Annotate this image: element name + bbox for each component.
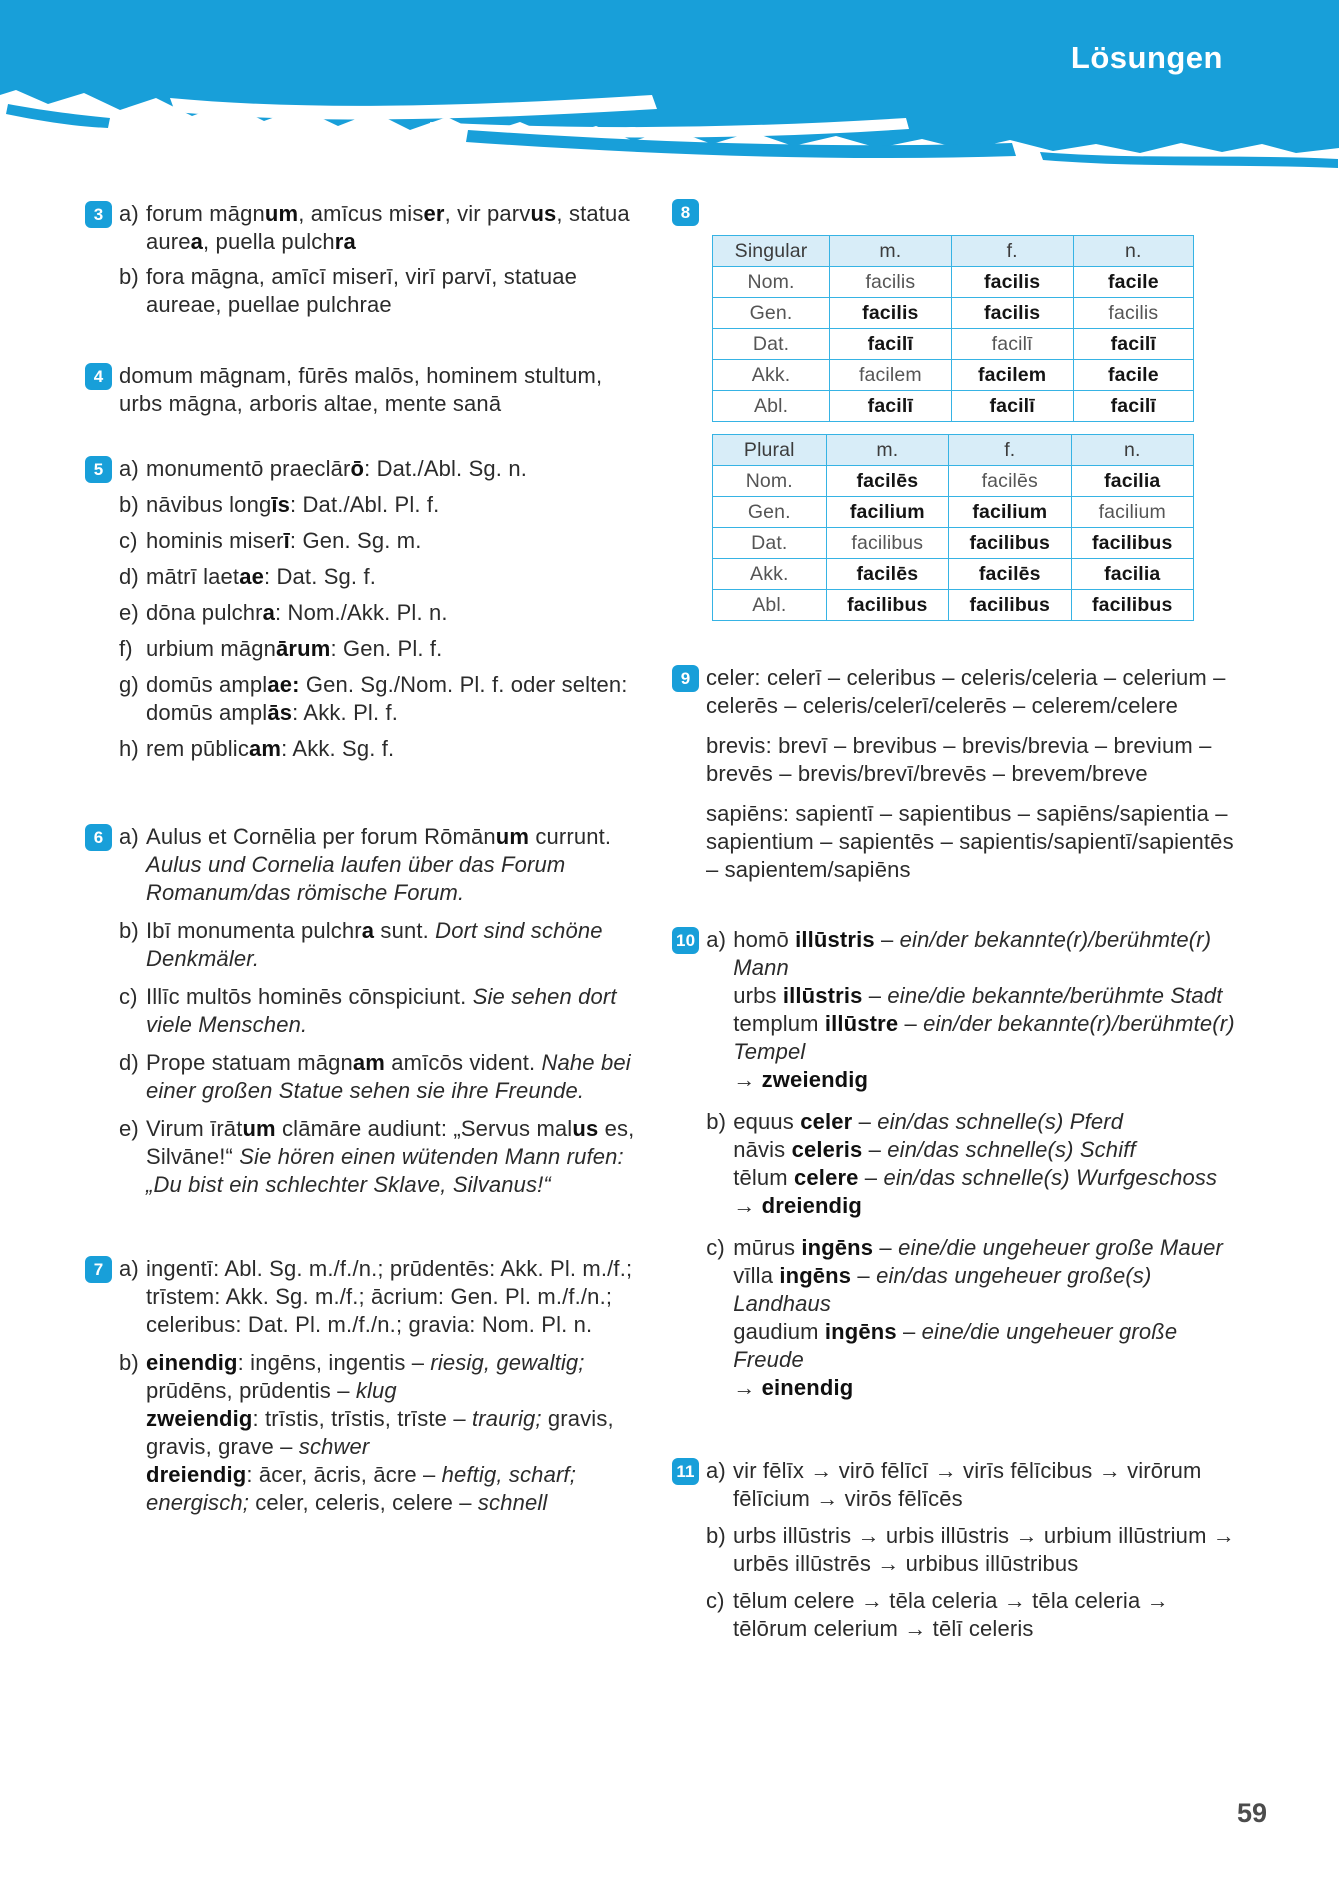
- table-row: [713, 267, 1194, 298]
- table-cell: facilī: [1073, 391, 1193, 422]
- exercise-6: [85, 823, 647, 1209]
- table-cell: facilibus: [826, 528, 948, 559]
- exercise-5-answers: [119, 455, 647, 771]
- entry-marker: f): [119, 636, 133, 661]
- exercise-7: [85, 1255, 647, 1527]
- table-row: [713, 360, 1194, 391]
- table-cell: facilis: [951, 298, 1073, 329]
- answer-line: zweiendig: trīstis, trīstis, trīste – traurig; gravis, gravis, grave – schwer: [146, 1406, 614, 1459]
- exercise-9-answers: [706, 664, 1238, 896]
- answer-block: [706, 1587, 1238, 1643]
- answer-line: Illīc multōs hominēs cōnspiciunt. Sie sehen dort viele Menschen.: [146, 984, 617, 1037]
- case-label: Gen.: [713, 298, 830, 329]
- answer-block: [119, 1115, 647, 1199]
- declension-table-singular: [712, 235, 1194, 422]
- answer-line: → zweiendig: [733, 1067, 869, 1092]
- entry-marker: c): [119, 528, 138, 553]
- case-label: Nom.: [713, 466, 827, 497]
- table-cell: facilī: [951, 391, 1073, 422]
- entry-marker: a): [706, 927, 727, 952]
- page-header: [0, 0, 1339, 180]
- answer-line: gaudium ingēns – eine/die ungeheuer große Freude: [733, 1319, 1178, 1372]
- table-cell: facilium: [949, 497, 1071, 528]
- table-title-cell: Plural: [713, 435, 827, 466]
- table-row: [713, 528, 1194, 559]
- table-row: [713, 329, 1194, 360]
- exercise-7-badge: 7: [85, 1256, 112, 1283]
- answer-line: urbium māgnārum: Gen. Pl. f.: [146, 636, 443, 661]
- entry-marker: a): [119, 456, 139, 481]
- case-label: Akk.: [713, 559, 827, 590]
- answer-block: [119, 527, 647, 555]
- table-header-row: [713, 435, 1194, 466]
- entry-marker: a): [119, 824, 139, 849]
- page-title: Lösungen: [1070, 40, 1223, 75]
- table-cell: facilium: [1071, 497, 1194, 528]
- table-cell: facilēs: [826, 466, 948, 497]
- answer-line: templum illūstre – ein/der bekannte(r)/berühmte(r) Tempel: [733, 1011, 1235, 1064]
- exercise-9-badge: 9: [672, 665, 699, 692]
- table-row: [713, 466, 1194, 497]
- table-cell: facilibus: [949, 590, 1071, 621]
- answer-line: mūrus ingēns – eine/die ungeheuer große Mauer: [733, 1235, 1224, 1260]
- table-cell: facilēs: [949, 559, 1071, 590]
- entry-marker: d): [119, 1050, 139, 1075]
- table-row: [713, 391, 1194, 422]
- entry-marker: b): [119, 1350, 139, 1375]
- exercise-11: [672, 1457, 1238, 1652]
- answer-block: [119, 823, 647, 907]
- answer-line: tēlum celere – ein/das schnelle(s) Wurfgeschoss: [733, 1165, 1218, 1190]
- table-cell: facilia: [1071, 466, 1194, 497]
- answer-line: Prope statuam māgnam amīcōs vident. Nahe bei einer großen Statue sehen sie ihre Freunde.: [146, 1050, 631, 1103]
- entry-marker: b): [119, 264, 139, 289]
- table-col-header: f.: [951, 236, 1073, 267]
- right-column: [672, 198, 1238, 1652]
- table-col-header: n.: [1071, 435, 1194, 466]
- answer-line: celer: celerī – celeribus – celeris/celeria – celerium – celerēs – celeris/celerī/celerēs – celerem/celere: [706, 665, 1226, 718]
- exercise-3-badge: 3: [85, 201, 112, 228]
- answer-line: hominis miserī: Gen. Sg. m.: [146, 528, 422, 553]
- answer-block: [119, 362, 647, 418]
- entry-marker: c): [119, 984, 138, 1009]
- case-label: Abl.: [713, 590, 827, 621]
- exercise-8-badge: 8: [672, 199, 699, 226]
- answer-line: vir fēlīx → virō fēlīcī → virīs fēlīcibus → virōrum fēlīcium → virōs fēlīcēs: [733, 1458, 1202, 1511]
- answer-block: [119, 635, 647, 663]
- entry-marker: c): [706, 1588, 725, 1613]
- answer-line: homō illūstris – ein/der bekannte(r)/berühmte(r) Mann: [733, 927, 1212, 980]
- entry-marker: h): [119, 736, 139, 761]
- table-cell: facilī: [1073, 329, 1193, 360]
- entry-marker: a): [119, 1256, 139, 1281]
- answer-line: ingentī: Abl. Sg. m./f./n.; prūdentēs: Akk. Pl. m./f.; trīstem: Akk. Sg. m./f.; ācrium: Gen. Pl. m./f./n.; celeribus: Dat. Pl. m./f./n.; gravia: Nom. Pl. n.: [146, 1256, 633, 1337]
- answer-block: [119, 983, 647, 1039]
- entry-marker: b): [119, 918, 139, 943]
- case-label: Akk.: [713, 360, 830, 391]
- exercise-6-badge: 6: [85, 824, 112, 851]
- answer-line: fora māgna, amīcī miserī, virī parvī, statuae aureae, puellae pulchrae: [146, 264, 578, 317]
- answer-block: [119, 455, 647, 483]
- answer-line: vīlla ingēns – ein/das ungeheuer große(s) Landhaus: [733, 1263, 1152, 1316]
- exercise-4-badge: 4: [85, 363, 112, 390]
- answer-block: [706, 732, 1238, 788]
- answer-block: [706, 1108, 1238, 1220]
- answer-line: urbs illūstris → urbis illūstris → urbium illūstrium → urbēs illūstrēs → urbibus illūstribus: [733, 1523, 1235, 1576]
- entry-marker: b): [706, 1523, 726, 1548]
- header-brush-graphic: [0, 0, 1339, 180]
- answer-line: forum māgnum, amīcus miser, vir parvus, statua aurea, puella pulchra: [146, 201, 630, 254]
- entry-marker: b): [706, 1109, 727, 1134]
- answer-line: nāvis celeris – ein/das schnelle(s) Schiff: [733, 1137, 1136, 1162]
- answer-block: [119, 491, 647, 519]
- answer-block: [119, 735, 647, 763]
- answer-block: [119, 263, 647, 319]
- exercise-10-answers: [706, 926, 1238, 1416]
- exercise-7-answers: [119, 1255, 647, 1527]
- exercise-4: [85, 362, 647, 418]
- table-header-row: [713, 236, 1194, 267]
- declension-table-plural: [712, 434, 1194, 621]
- entry-marker: d): [119, 564, 139, 589]
- answer-line: einendig: ingēns, ingentis – riesig, gewaltig; prūdēns, prūdentis – klug: [146, 1350, 585, 1403]
- answer-line: dōna pulchra: Nom./Akk. Pl. n.: [146, 600, 448, 625]
- answer-block: [119, 671, 647, 727]
- table-cell: facilibus: [949, 528, 1071, 559]
- case-label: Gen.: [713, 497, 827, 528]
- case-label: Dat.: [713, 528, 827, 559]
- answer-block: [706, 1457, 1238, 1513]
- answer-line: Ibī monumenta pulchra sunt. Dort sind schöne Denkmäler.: [146, 918, 603, 971]
- entry-marker: a): [706, 1458, 726, 1483]
- answer-block: [706, 800, 1238, 884]
- table-cell: facilibus: [1071, 590, 1194, 621]
- answer-line: monumentō praeclārō: Dat./Abl. Sg. n.: [146, 456, 527, 481]
- case-label: Abl.: [713, 391, 830, 422]
- exercise-6-answers: [119, 823, 647, 1209]
- table-cell: facilī: [951, 329, 1073, 360]
- exercise-4-answers: [119, 362, 647, 418]
- answer-block: [706, 926, 1238, 1094]
- table-cell: facile: [1073, 360, 1193, 391]
- exercise-10: [672, 926, 1238, 1416]
- entry-marker: c): [706, 1235, 725, 1260]
- case-label: Dat.: [713, 329, 830, 360]
- answer-line: equus celer – ein/das schnelle(s) Pferd: [733, 1109, 1124, 1134]
- answer-line: dreiendig: ācer, ācris, ācre – heftig, scharf; energisch; celer, celeris, celere – schnell: [146, 1462, 576, 1515]
- table-col-header: m.: [826, 435, 948, 466]
- answer-line: → einendig: [733, 1375, 854, 1400]
- exercise-10-badge: 10: [672, 927, 699, 954]
- answer-line: domūs amplae: Gen. Sg./Nom. Pl. f. oder selten: domūs amplās: Akk. Pl. f.: [146, 672, 628, 725]
- answer-line: → dreiendig: [733, 1193, 863, 1218]
- table-cell: facilem: [830, 360, 952, 391]
- left-column: [85, 200, 647, 1527]
- entry-marker: g): [119, 672, 139, 697]
- answer-line: brevis: brevī – brevibus – brevis/brevia – brevium – brevēs – brevis/brevī/brevēs – brevem/breve: [706, 733, 1212, 786]
- answer-line: domum māgnam, fūrēs malōs, hominem stultum, urbs māgna, arboris altae, mente sanā: [119, 363, 603, 416]
- table-cell: facilī: [830, 329, 952, 360]
- table-cell: facilī: [830, 391, 952, 422]
- answer-block: [119, 1049, 647, 1105]
- table-col-header: n.: [1073, 236, 1193, 267]
- answer-block: [706, 1234, 1238, 1402]
- answer-line: rem pūblicam: Akk. Sg. f.: [146, 736, 395, 761]
- answer-block: [119, 1255, 647, 1339]
- answer-block: [706, 1522, 1238, 1578]
- exercise-11-badge: 11: [672, 1458, 699, 1485]
- table-cell: facilis: [1073, 298, 1193, 329]
- table-cell: facilibus: [826, 590, 948, 621]
- table-row: [713, 590, 1194, 621]
- table-cell: facilia: [1071, 559, 1194, 590]
- table-cell: facilibus: [1071, 528, 1194, 559]
- exercise-5: [85, 455, 647, 771]
- table-col-header: f.: [949, 435, 1071, 466]
- entry-marker: e): [119, 600, 139, 625]
- answer-block: [119, 200, 647, 256]
- table-cell: facilēs: [826, 559, 948, 590]
- table-cell: facilium: [826, 497, 948, 528]
- table-row: [713, 497, 1194, 528]
- answer-line: urbs illūstris – eine/die bekannte/berühmte Stadt: [733, 983, 1223, 1008]
- answer-block: [119, 917, 647, 973]
- table-col-header: m.: [830, 236, 952, 267]
- answer-line: Virum īrātum clāmāre audiunt: „Servus malus es, Silvāne!“ Sie hören einen wütenden Mann rufen: „Du bist ein schlechter Sklave, Silvanus!“: [146, 1116, 635, 1197]
- exercise-8-answers: [706, 235, 1238, 621]
- answer-block: [119, 599, 647, 627]
- answer-line: Aulus et Cornēlia per forum Rōmānum currunt. Aulus und Cornelia laufen über das Forum Romanum/das römische Forum.: [146, 824, 612, 905]
- table-cell: facilis: [830, 267, 952, 298]
- table-cell: facile: [1073, 267, 1193, 298]
- table-title-cell: Singular: [713, 236, 830, 267]
- answer-line: sapiēns: sapientī – sapientibus – sapiēns/sapientia – sapientium – sapientēs – sapientis/sapientī/sapientēs – sapientem/sapiēns: [706, 801, 1234, 882]
- table-row: [713, 298, 1194, 329]
- answer-line: nāvibus longīs: Dat./Abl. Pl. f.: [146, 492, 440, 517]
- table-cell: facilis: [830, 298, 952, 329]
- entry-marker: e): [119, 1116, 139, 1141]
- exercise-3-answers: [119, 200, 647, 319]
- exercise-3: [85, 200, 647, 319]
- answer-block: [119, 563, 647, 591]
- table-cell: facilis: [951, 267, 1073, 298]
- table-cell: facilēs: [949, 466, 1071, 497]
- entry-marker: b): [119, 492, 139, 517]
- page-number: 59: [1236, 1798, 1267, 1828]
- answer-line: tēlum celere → tēla celeria → tēla celeria → tēlōrum celerium → tēlī celeris: [733, 1588, 1169, 1641]
- exercise-9: [672, 664, 1238, 896]
- exercise-11-answers: [706, 1457, 1238, 1652]
- answer-line: mātrī laetae: Dat. Sg. f.: [146, 564, 376, 589]
- exercise-5-badge: 5: [85, 456, 112, 483]
- answer-block: [119, 1349, 647, 1517]
- table-cell: facilem: [951, 360, 1073, 391]
- table-row: [713, 559, 1194, 590]
- answer-block: [706, 664, 1238, 720]
- entry-marker: a): [119, 201, 139, 226]
- case-label: Nom.: [713, 267, 830, 298]
- exercise-8: [672, 198, 1238, 621]
